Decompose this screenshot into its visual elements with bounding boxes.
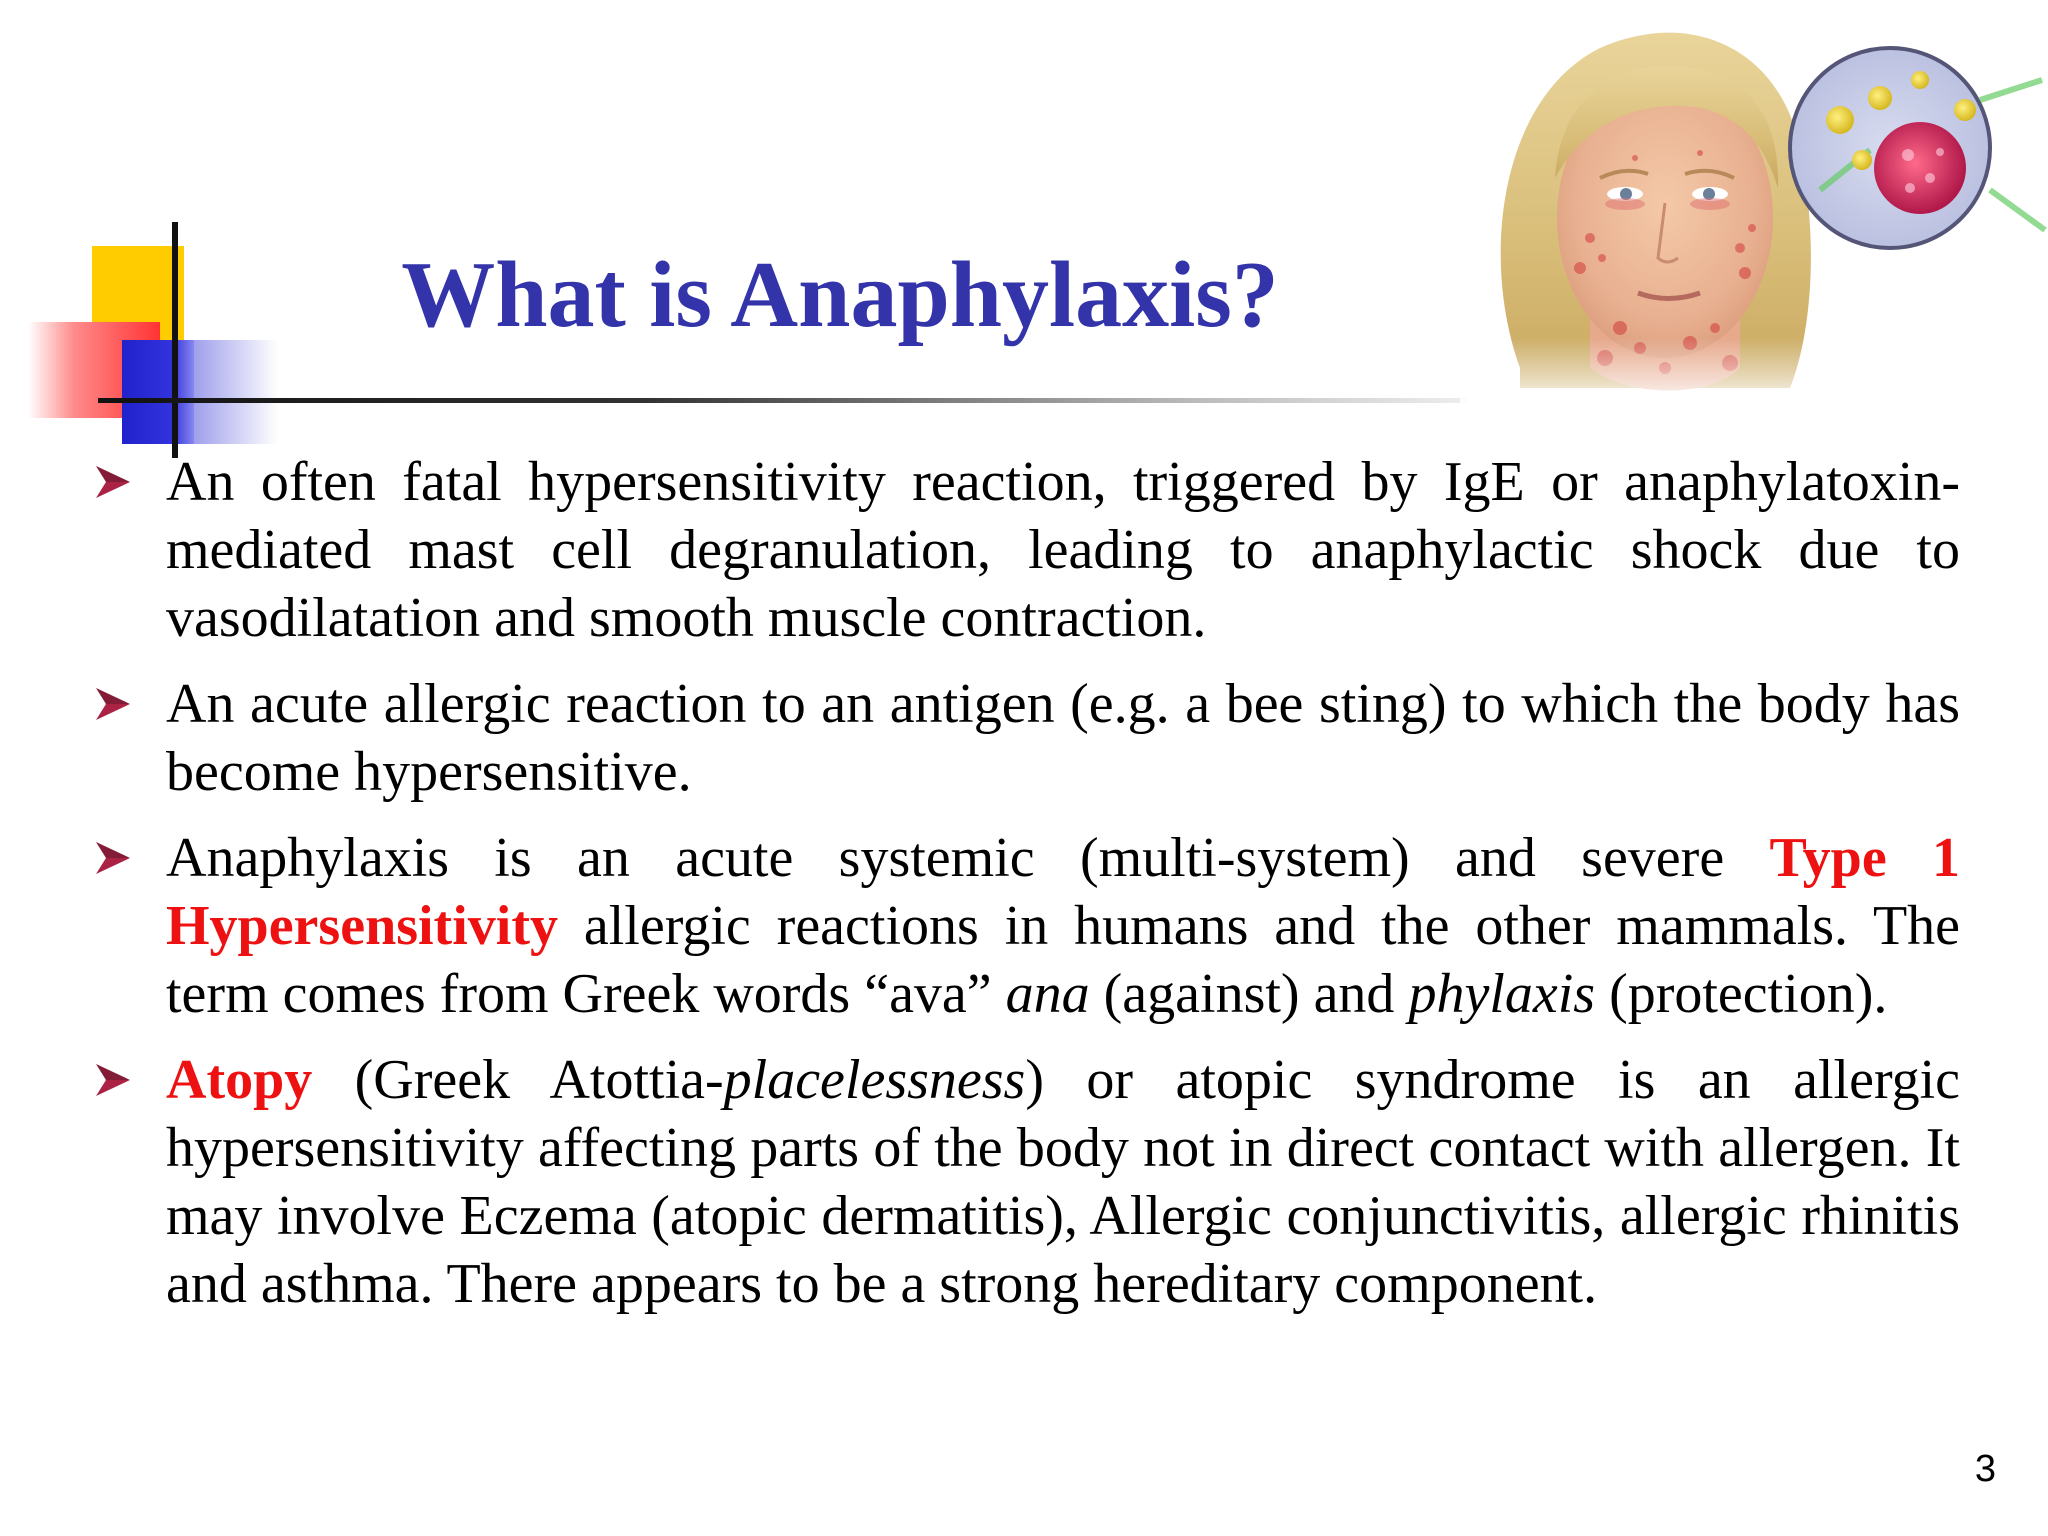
title-underline: [98, 398, 1468, 403]
page-number: 3: [1974, 1448, 1996, 1490]
bullet-text-part: (protection).: [1595, 963, 1888, 1025]
bullet-item: [90, 670, 1960, 806]
italic-term-phylaxis: phylaxis: [1408, 963, 1596, 1025]
highlight-atopy: Atopy: [166, 1049, 313, 1111]
arrow-bullet-icon: [92, 462, 134, 502]
bullet-text-part: (against) and: [1089, 963, 1409, 1025]
bullet-item: [90, 448, 1960, 652]
bullet-text: An often fatal hypersensitivity reaction, triggered by IgE or anaphylatoxin-mediated mast cell degranulation, leading to anaphylactic shock due to vasodilatation and smooth muscle contraction.: [166, 451, 1960, 649]
bullet-text-part: (Greek Atottia-: [312, 1049, 724, 1111]
decorative-blue-square: [122, 340, 194, 444]
bullet-text-part: ) or atopic syndrome is an allergic hypersensitivity affecting parts of the body not in direct contact with allergen. It may involve Eczema (atopic dermatitis), Allergic conjunctivitis, allergic rhinitis and asthma. There appears to be a strong hereditary component.: [166, 1049, 1960, 1315]
arrow-bullet-icon: [92, 684, 134, 724]
bullet-item: [90, 1046, 1960, 1318]
bullet-item: [90, 824, 1960, 1028]
italic-term-ana: ana: [1005, 963, 1090, 1025]
bullet-text-part: Anaphylaxis is an acute systemic (multi-system) and severe: [166, 827, 1770, 889]
decorative-vertical-line: [172, 222, 178, 458]
italic-term-placelessness: placelessness: [723, 1049, 1026, 1111]
highlight-type1-hypersensitivity: Type 1 Hypersensitivity: [166, 827, 1960, 957]
bullet-list: [90, 448, 1960, 1336]
bullet-text-part: allergic reactions in humans and the other mammals. The term comes from Greek words “ava”: [166, 895, 1960, 1025]
decorative-blue-fade: [194, 340, 278, 444]
arrow-bullet-icon: [92, 838, 134, 878]
slide-title: What is Anaphylaxis?: [401, 243, 1279, 347]
bullet-text: An acute allergic reaction to an antigen (e.g. a bee sting) to which the body has become hypersensitive.: [166, 673, 1960, 803]
arrow-bullet-icon: [92, 1060, 134, 1100]
mast-cell-illustration: [1780, 40, 2048, 280]
